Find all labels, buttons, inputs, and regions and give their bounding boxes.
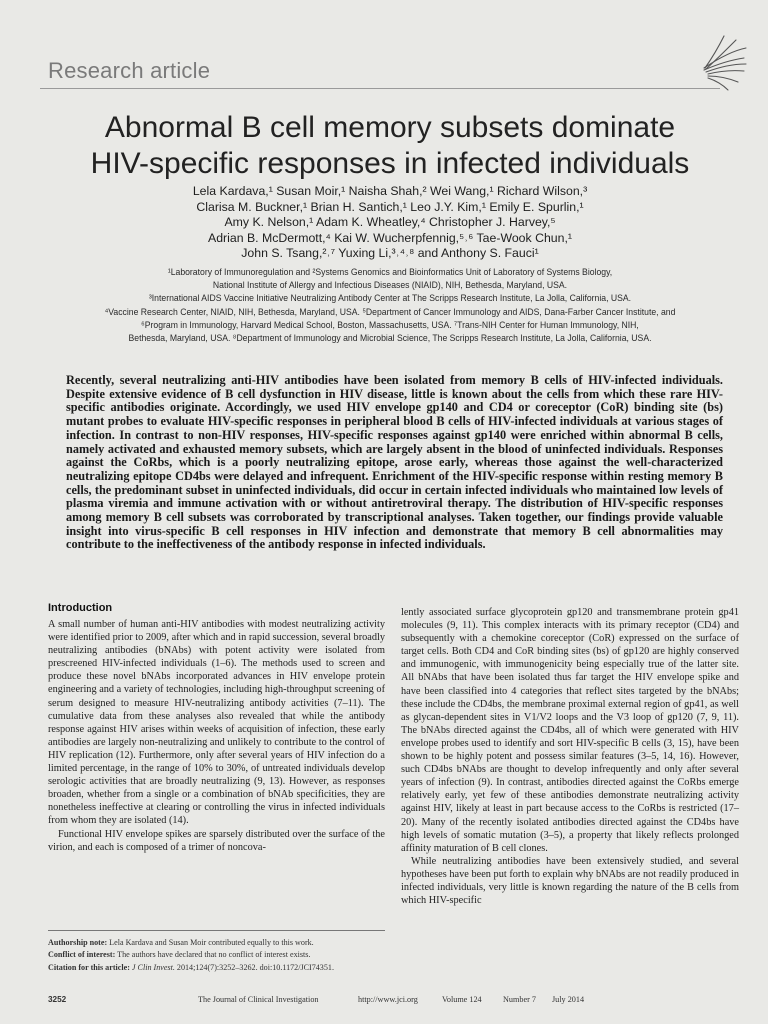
article-notes xyxy=(48,937,388,974)
note-label: Conflict of interest: xyxy=(48,950,116,960)
abstract: Recently, several neutralizing anti-HIV antibodies have been isolated from memory B cells of HIV-infected individuals. Despite extensive evidence of B cell dysfunction in HIV disease, little is known about the cells from which these rare HIV-specific antibodies originate. Accordingly, we used HIV envelope gp140 and CD4 or coreceptor (CoR) binding site (bs) mutant probes to evaluate HIV-specific responses in peripheral blood B cells of HIV-infected individuals at various stages of infection. In contrast to non-HIV responses, HIV-specific responses against gp140 were enriched within abnormal B cells, namely activated and exhausted memory subsets, which are largely absent in the blood of uninfected individuals. Responses against the CoRbs, which is a poorly neutralizing epitope, arose early, whereas those against the well-characterized neutralizing epitope CD4bs were delayed and infrequent. Enrichment of the HIV-specific response within resting memory B cells, the predominant subset in uninfected individuals, did occur in certain infected individuals who maintained low levels of plasma viremia and immune activation with or without antiretroviral therapy. The distribution of HIV-specific responses among memory B cell subsets was corroborated by transcriptional analyses. Taken together, our findings provide valuable insight into virus-specific B cell responses in HIV infection and demonstrate that memory B cell abnormalities may contribute to the ineffectiveness of the antibody response in infected individuals. xyxy=(66,373,723,552)
author-line: Adrian B. McDermott,⁴ Kai W. Wucherpfennig,⁵˒⁶ Tae-Wook Chun,¹ xyxy=(208,230,572,245)
author-line: Lela Kardava,¹ Susan Moir,¹ Naisha Shah,² Wei Wang,¹ Richard Wilson,³ xyxy=(192,184,588,198)
author-list xyxy=(60,184,720,262)
volume: Volume 124 xyxy=(442,995,482,1004)
authorship-note xyxy=(48,937,388,949)
paragraph: While neutralizing antibodies have been extensively studied, and several hypotheses have been put forth to explain why bNAbs are not readily produced in infected individuals, very little is known regarding the nature of the B cells from which HIV-specific xyxy=(401,855,739,907)
page-number: 3252 xyxy=(48,995,67,1004)
journal-name: The Journal of Clinical Investigation xyxy=(198,995,319,1004)
title-line: Abnormal B cell memory subsets dominate xyxy=(104,111,676,144)
note-text: Lela Kardava and Susan Moir contributed equally to this work. xyxy=(107,938,314,947)
affiliation-line: ⁶Program in Immunology, Harvard Medical School, Boston, Massachusetts, USA. ⁷Trans-NIH Center for Human Immunology, NIH, xyxy=(141,319,639,330)
section-heading: Introduction xyxy=(48,602,113,614)
citation-note xyxy=(48,962,388,974)
affiliation-line: National Institute of Allergy and Infectious Diseases (NIAID), NIH, Bethesda, Maryland, USA. xyxy=(212,280,568,291)
conflict-note xyxy=(48,949,388,961)
affiliation-line: ³International AIDS Vaccine Initiative Neutralizing Antibody Center at The Scripps Research Institute, La Jolla, California, USA. xyxy=(148,293,632,304)
affiliation-line: ¹Laboratory of Immunoregulation and ²Systems Genomics and Bioinformatics Unit of Laboratory of Systems Biology, xyxy=(167,267,613,277)
paragraph: A small number of human anti-HIV antibodies with modest neutralizing activity were identified prior to 2009, after which and in rapid succession, several broadly neutralizing antibodies (bNAbs) with potent activity were isolated from prescreened HIV-infected individuals (1–6). The methods used to screen and produce these novel bNAbs incorporated advances in HIV envelope protein engineering and a variety of technologies, including high-throughput screening of serum designed to measure HIV-neutralizing antibody activities (7–11). The cumulative data from these analyses also revealed that while the antibody response against HIV arises within weeks of acquisition of infection, these early antibodies are largely non-neutralizing and unlikely to contribute to the control of HIV replication (12). Furthermore, only after several years of HIV infection do a limited percentage, in the range of 10% to 30%, of untreated individuals develop serologic activities that are broadly neutralizing (9, 13). However, as responses broaden, whether from a single or a combination of bNAb specificities, they are nonetheless ineffective at clearing or controlling the virus in infected individuals from whom they are isolated (14). xyxy=(48,619,385,827)
issue-date: July 2014 xyxy=(552,995,585,1004)
note-text: 2014;124(7):3252–3262. doi:10.1172/JCI74351. xyxy=(174,962,334,972)
section-divider xyxy=(40,88,720,89)
article-title xyxy=(40,110,740,182)
affiliations xyxy=(65,266,716,345)
paragraph: lently associated surface glycoprotein gp120 and transmembrane protein gp41 molecules (9, 11). This complex interacts with its primary receptor (CD4) and subsequently with a chemokine coreceptor (CoR) expressed on the surface of target cells. Both CD4 and CoR binding sites (bs) of gp120 are highly conserved and immunogenic, with immunogenicity being especially true of the latter site. All bNAbs that have been isolated thus far target the HIV envelope spike and have been classified into 4 categories that reflect sites targeted by the bNAbs; these include the CD4bs, the membrane proximal external region of gp41, as well as glycan-dependent sites in V1/V2 loops and the V3 loop of gp120 (7, 9, 11). The bNAbs directed against the CD4bs, all of which were generated with HIV envelope probes used to identify and sort HIV-specific B cells (3, 15), have been shown to be highly potent and possess similar features (3–5, 14, 16). However, such CD4bs bNAbs are thought to develop infrequently and only after several years of infection (9). In contrast, antibodies directed against the CoRbs emerge relatively early, yet few of these antibodies demonstrate neutralizing activity against HIV, likely at least in part because access to the CoRbs is restricted (17–20). Many of the recently isolated antibodies directed against the CD4bs have high levels of somatic mutation (3–5), a property that likely reflects prolonged affinity maturation of B cell clones. xyxy=(401,607,739,854)
notes-divider xyxy=(48,930,385,931)
author-line: Clarisa M. Buckner,¹ Brian H. Santich,¹ Leo J.Y. Kim,¹ Emily E. Spurlin,¹ xyxy=(196,199,584,214)
note-label: Citation for this article: xyxy=(48,962,130,972)
author-line: Amy K. Nelson,¹ Adam K. Wheatley,⁴ Christopher J. Harvey,⁵ xyxy=(224,215,556,230)
title-line: HIV-specific responses in infected individuals xyxy=(90,147,690,180)
affiliation-line: ⁴Vaccine Research Center, NIAID, NIH, Bethesda, Maryland, USA. ⁵Department of Cancer Immunology and AIDS, Dana-Farber Cancer Institute, and xyxy=(104,306,676,317)
journal-url-link[interactable]: http://www.jci.org xyxy=(358,995,418,1004)
author-line: John S. Tsang,²˒⁷ Yuxing Li,³˒⁴˒⁸ and Anthony S. Fauci¹ xyxy=(241,246,539,261)
note-text: The authors have declared that no conflict of interest exists. xyxy=(115,950,311,960)
body-column-left xyxy=(48,602,385,854)
section-label: Research article xyxy=(48,58,211,83)
jci-logo-icon xyxy=(700,34,748,92)
citation-journal: J Clin Invest. xyxy=(129,962,175,972)
page-footer xyxy=(48,995,738,1009)
paragraph: Functional HIV envelope spikes are sparsely distributed over the surface of the virion, and each is composed of a trimer of noncova- xyxy=(48,828,385,853)
issue-number: Number 7 xyxy=(503,995,536,1004)
affiliation-line: Bethesda, Maryland, USA. ⁸Department of Immunology and Microbial Science, The Scripps Research Institute, La Jolla, California, USA. xyxy=(128,333,652,344)
body-column-right xyxy=(401,606,739,907)
note-label: Authorship note: xyxy=(48,938,108,947)
